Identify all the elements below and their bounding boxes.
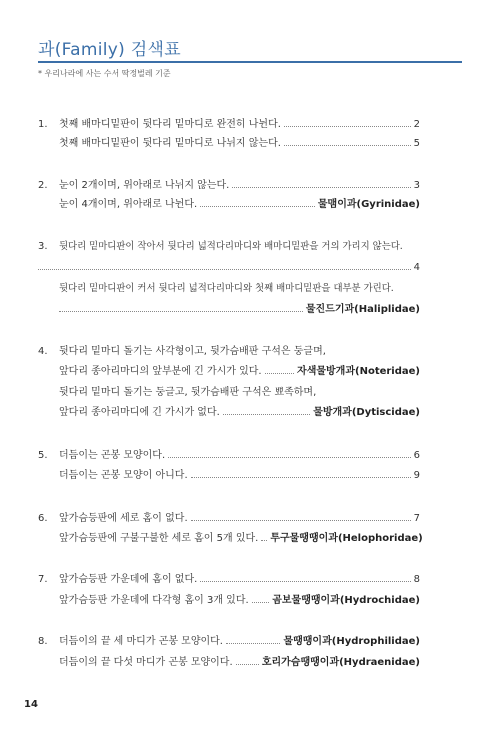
key-line <box>38 236 420 252</box>
key-line <box>38 114 420 130</box>
key-line <box>38 341 420 357</box>
key-line <box>38 569 420 585</box>
couplet-number: 1. <box>38 119 48 130</box>
key-line <box>38 590 420 606</box>
key-result: 9 <box>413 470 420 481</box>
dot-leader <box>284 126 411 127</box>
dot-leader <box>200 581 410 582</box>
family-name: 호리가슴땡땡이과(Hydraenidae) <box>261 657 420 668</box>
dot-leader <box>261 540 267 541</box>
key-line <box>38 402 420 418</box>
dot-leader <box>59 311 303 312</box>
key-line <box>38 465 420 481</box>
key-text: 앞가슴등판에 구불구불한 세로 홈이 5개 있다. <box>59 533 259 544</box>
couplet-number: 4. <box>38 346 48 357</box>
key-text: 뒷다리 밑마디판이 작아서 뒷다리 넓적다리마디와 배마디밑판을 거의 가리지 않는다. <box>59 241 403 252</box>
key-line <box>38 299 420 315</box>
couplet-number: 7. <box>38 574 48 585</box>
key-text: 뒷다리 밑마디 돌기는 둥글고, 뒷가슴배판 구석은 뾰족하며, <box>59 387 317 398</box>
key-result: 8 <box>413 574 420 585</box>
key-line <box>38 133 420 149</box>
key-line <box>38 631 420 647</box>
key-line <box>38 257 420 273</box>
key-line <box>38 652 420 668</box>
key-text: 눈이 4개이며, 위아래로 나뉜다. <box>59 199 198 210</box>
key-text: 뒷다리 밑마디판이 커서 뒷다리 넓적다리마디와 첫째 배마디밑판을 대부분 가린다. <box>59 283 394 294</box>
couplet-number: 2. <box>38 180 48 191</box>
key-text: 앞다리 종아리마디의 앞부분에 긴 가시가 있다. <box>59 366 262 377</box>
key-line <box>38 194 420 210</box>
key-line <box>38 382 420 398</box>
title-rule <box>38 61 462 63</box>
dot-leader <box>226 643 280 644</box>
key-result: 6 <box>413 450 420 461</box>
dot-leader <box>38 269 411 270</box>
key-result: 4 <box>413 262 420 273</box>
criteria-note: * 우리나라에 사는 수서 딱정벌레 기준 <box>38 69 171 78</box>
key-text: 뒷다리 밑마디 돌기는 사각형이고, 뒷가슴배판 구석은 둥글며, <box>59 346 326 357</box>
key-text: 더듬이의 끝 다섯 마디가 곤봉 모양이다. <box>59 657 233 668</box>
key-text: 더듬이의 끝 세 마디가 곤봉 모양이다. <box>59 636 223 647</box>
dot-leader <box>265 373 294 374</box>
key-text: 더듬이는 곤봉 모양이 아니다. <box>59 470 188 481</box>
key-text: 첫째 배마디밑판이 뒷다리 밑마디로 나뉘지 않는다. <box>59 138 281 149</box>
dot-leader <box>236 664 259 665</box>
dot-leader <box>252 602 270 603</box>
family-name: 투구물땡땡이과(Helophoridae) <box>270 533 423 544</box>
family-name: 물맴이과(Gyrinidae) <box>317 199 420 210</box>
key-text: 앞가슴등판 가운데에 다각형 홈이 3개 있다. <box>59 595 249 606</box>
couplet-number: 8. <box>38 636 48 647</box>
family-name: 물방개과(Dytiscidae) <box>313 407 420 418</box>
key-result: 3 <box>413 180 420 191</box>
dot-leader <box>284 145 411 146</box>
key-text: 앞다리 종아리마디에 긴 가시가 없다. <box>59 407 220 418</box>
dot-leader <box>232 187 410 188</box>
dot-leader <box>168 457 410 458</box>
family-name: 곰보물땡땡이과(Hydrochidae) <box>272 595 420 606</box>
key-line <box>38 508 420 524</box>
key-line <box>38 278 420 294</box>
family-name: 물땡땡이과(Hydrophilidae) <box>283 636 420 647</box>
couplet-number: 6. <box>38 513 48 524</box>
key-text: 첫째 배마디밑판이 뒷다리 밑마디로 완전히 나뉜다. <box>59 119 281 130</box>
couplet-number: 3. <box>38 241 48 252</box>
dot-leader <box>200 206 315 207</box>
dot-leader <box>191 520 411 521</box>
key-text: 앞가슴등판 가운데에 홈이 없다. <box>59 574 198 585</box>
page-title: 과(Family) 검색표 <box>38 40 181 60</box>
dot-leader <box>191 477 411 478</box>
key-result: 5 <box>413 138 420 149</box>
family-name: 자색물방개과(Noteridae) <box>297 366 420 377</box>
family-name: 물진드기과(Haliplidae) <box>305 304 420 315</box>
key-text: 눈이 2개이며, 위아래로 나뉘지 않는다. <box>59 180 230 191</box>
dot-leader <box>223 414 310 415</box>
key-result: 7 <box>413 513 420 524</box>
key-text: 더듬이는 곤봉 모양이다. <box>59 450 166 461</box>
key-line <box>38 445 420 461</box>
key-line <box>38 175 420 191</box>
page-number: 14 <box>24 699 38 710</box>
couplet-number: 5. <box>38 450 48 461</box>
key-line <box>38 528 423 544</box>
key-line <box>38 361 420 377</box>
key-text: 앞가슴등판에 세로 홈이 없다. <box>59 513 188 524</box>
key-result: 2 <box>413 119 420 130</box>
